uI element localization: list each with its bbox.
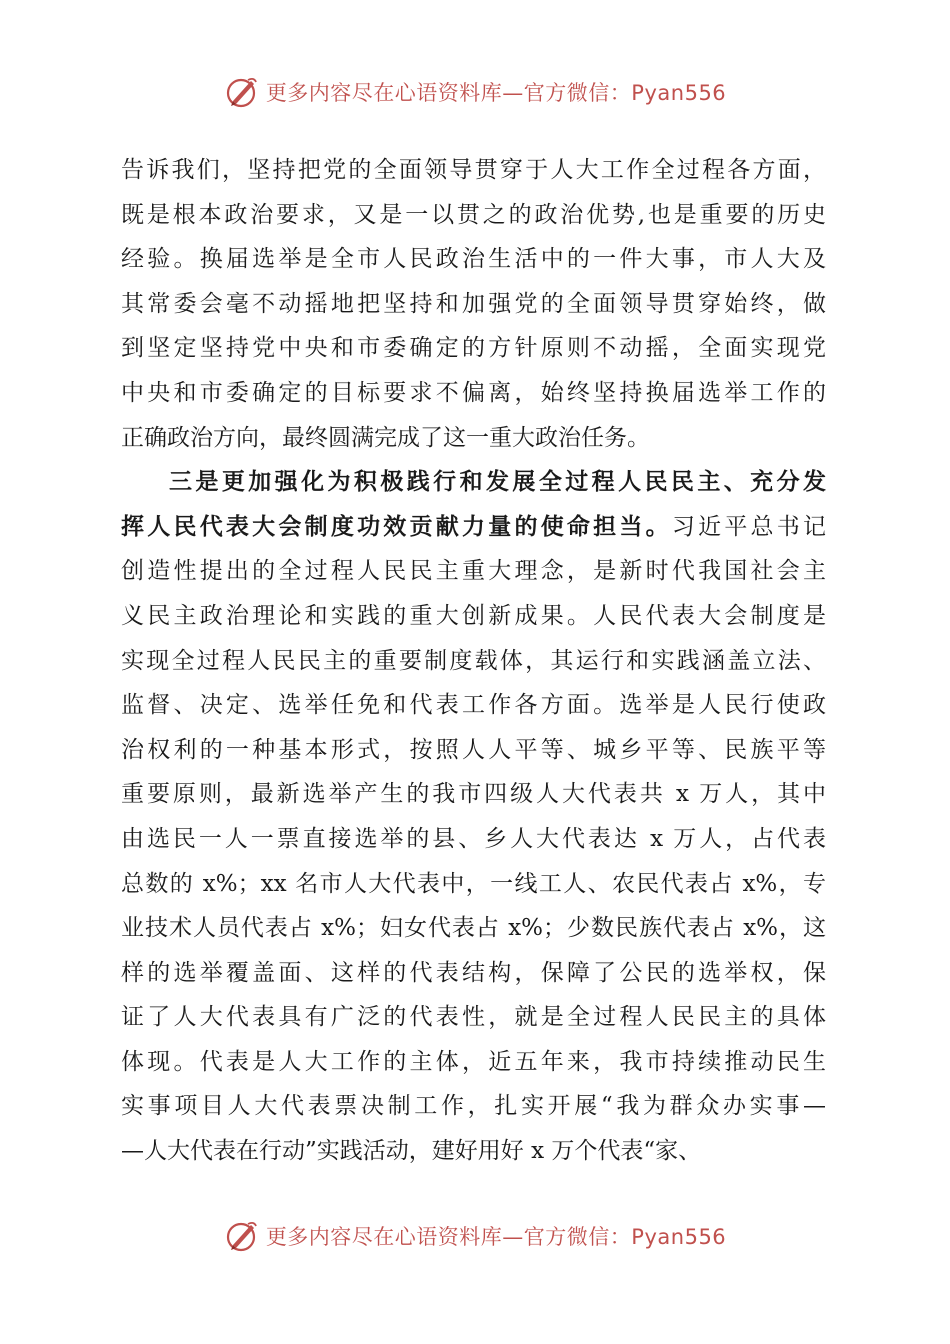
- body-line: 由选民一人一票直接选举的县、乡人大代表达 x 万人，占代表: [121, 825, 826, 852]
- body-line-mixed: [121, 505, 826, 550]
- body-line-text: 习近平总书记: [671, 513, 826, 540]
- body-line: 义民主政治理论和实践的重大创新成果。人民代表大会制度是: [121, 602, 826, 629]
- body-line: 体现。代表是人大工作的主体，近五年来，我市持续推动民生: [121, 1048, 826, 1075]
- footer-banner: [0, 1214, 950, 1258]
- body-line: 证了人大代表具有广泛的代表性，就是全过程人民民主的具体: [121, 1004, 826, 1031]
- body-line: 实事项目人大代表票决制工作，扎实开展“我为群众办实事—: [121, 1093, 826, 1120]
- body-line: 监督、决定、选举任免和代表工作各方面。选举是人民行使政: [121, 692, 826, 719]
- body-line: 到坚定坚持党中央和市委确定的方针原则不动摇，全面实现党: [121, 335, 826, 362]
- body-line: —人大代表在行动”实践活动，建好用好 x 万个代表“家、: [121, 1138, 702, 1165]
- section-heading-continuation: 挥人民代表大会制度功效贡献力量的使命担当。: [121, 512, 672, 540]
- body-line: 总数的 x%；xx 名市人大代表中，一线工人、农民代表占 x%，专: [121, 870, 826, 897]
- footer-banner-text: 更多内容尽在心语资料库—官方微信：Pyan556: [265, 1225, 727, 1249]
- document-body: [121, 148, 826, 1174]
- pen-logo-icon: [224, 1218, 260, 1254]
- body-line: 治权利的一种基本形式，按照人人平等、城乡平等、民族平等: [121, 736, 826, 763]
- body-line: 重要原则，最新选举产生的我市四级人大代表共 x 万人，其中: [121, 781, 826, 808]
- body-line: 经验。换届选举是全市人民政治生活中的一件大事，市人大及: [121, 246, 826, 273]
- body-line: 正确政治方向，最终圆满完成了这一重大政治任务。: [121, 424, 650, 451]
- pen-logo-icon: [224, 74, 260, 110]
- body-line: 中央和市委确定的目标要求不偏离，始终坚持换届选举工作的: [121, 379, 826, 406]
- body-line: 实现全过程人民民主的重要制度载体，其运行和实践涵盖立法、: [121, 647, 826, 674]
- header-banner-text: 更多内容尽在心语资料库—官方微信：Pyan556: [265, 81, 727, 105]
- body-line: 既是根本政治要求，又是一以贯之的政治优势,也是重要的历史: [121, 201, 826, 228]
- body-line: 创造性提出的全过程人民民主重大理念，是新时代我国社会主: [121, 558, 826, 585]
- body-line: 告诉我们，坚持把党的全面领导贯穿于人大工作全过程各方面，: [121, 157, 826, 183]
- section-heading-line: 三是更加强化为积极践行和发展全过程人民民主、充分发: [169, 468, 826, 496]
- body-line: 其常委会毫不动摇地把坚持和加强党的全面领导贯穿始终，做: [121, 290, 826, 317]
- header-banner: [0, 70, 950, 114]
- body-line: 样的选举覆盖面、这样的代表结构，保障了公民的选举权，保: [121, 959, 826, 986]
- body-line: 业技术人员代表占 x%；妇女代表占 x%；少数民族代表占 x%，这: [121, 915, 826, 942]
